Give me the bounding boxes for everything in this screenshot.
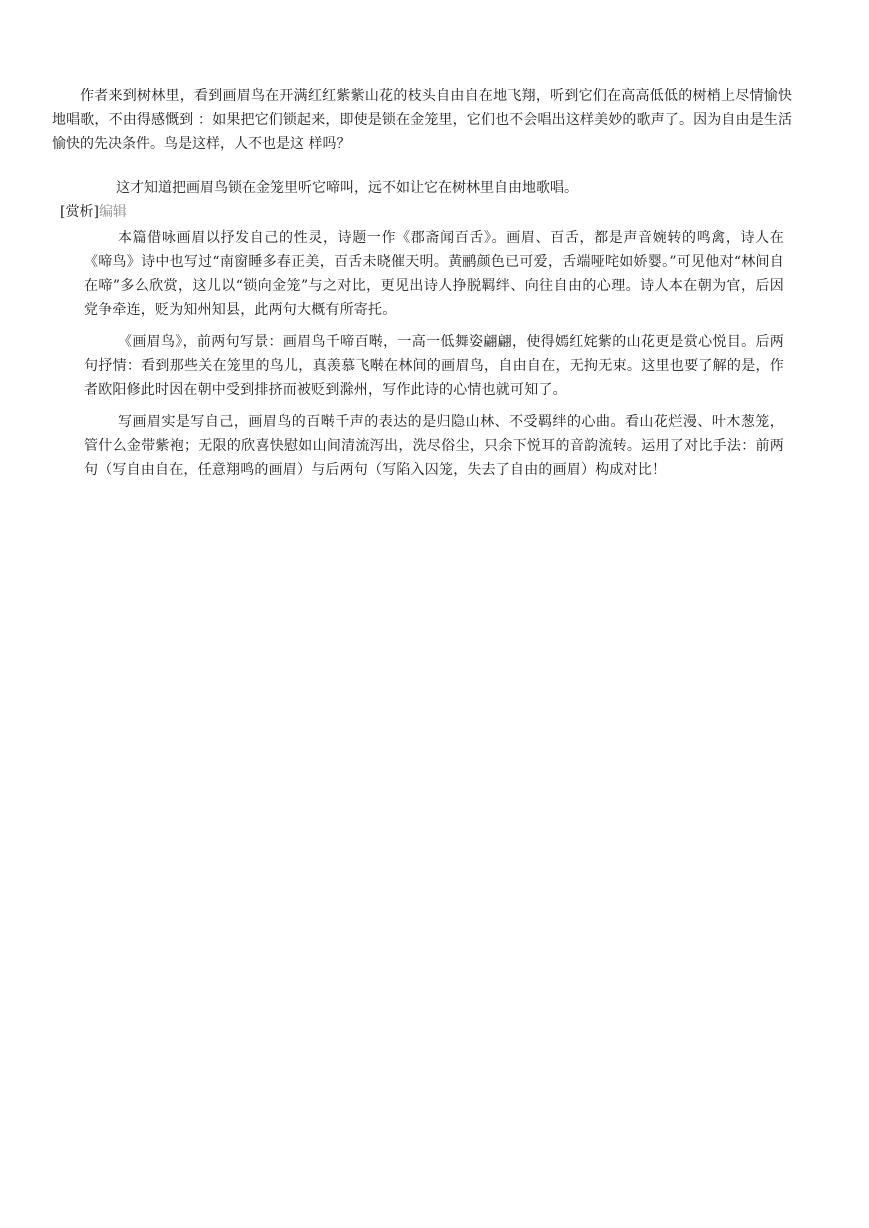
analysis-paragraph-2: 《画眉鸟》，前两句写景：画眉鸟千啼百啭，一高一低舞姿翩翩，使得嫣红姹紫的山花更是赏心悦目。后两句抒情：看到那些关在笼里的鸟儿，真羡慕飞啭在林间的画眉鸟，自由自在，无拘无束。这里也要了解的是，作者欧阳修此时因在朝中受到排挤而被贬到滁州，写作此诗的心情也就可知了。	[84, 334, 784, 398]
intro-paragraph: 作者来到树林里，看到画眉鸟在开满红红紫紫山花的枝头自由自在地飞翔，听到它们在高高低低的树梢上尽情愉快地唱歌，不由得感慨到 ：如果把它们锁起来，即使是锁在金笼里，它们也不会唱出这样美妙的歌声了。因为自由是生活愉快的先决条件。鸟是这样，人不也是这 样吗？	[52, 88, 792, 152]
analysis-paragraph-1: 本篇借咏画眉以抒发自己的性灵，诗题一作《郡斋闻百舌》。画眉、百舌，都是声音婉转的鸣禽，诗人在《啼鸟》诗中也写过“南窗睡多春正美，百舌未晓催天明。黄鹂颜色已可爱，舌端哑咤如娇婴。”可见他对“林间自在啼”多么欣赏，这儿以“锁向金笼”与之对比，更见出诗人挣脱羁绊、向往自由的心理。诗人本在朝为官，后因党争牵连，贬为知州知县，此两句大概有所寄托。	[84, 230, 784, 318]
section-header	[60, 200, 127, 224]
section-label: [赏析]	[60, 204, 99, 220]
edit-link[interactable]: 编辑	[98, 204, 127, 220]
analysis-paragraph-3: 写画眉实是写自己，画眉鸟的百啭千声的表达的是归隐山林、不受羁绊的心曲。看山花烂漫、叶木葱笼，管什么金带紫袍；无限的欣喜快慰如山间清流泻出，洗尽俗尘，只余下悦耳的音韵流转。运用了对比手法：前两句（写自由自在，任意翔鸣的画眉）与后两句（写陷入囚笼，失去了自由的画眉）构成对比！	[84, 414, 784, 478]
translation-line: 这才知道把画眉鸟锁在金笼里听它啼叫，远不如让它在树林里自由地歌唱。	[116, 180, 578, 196]
